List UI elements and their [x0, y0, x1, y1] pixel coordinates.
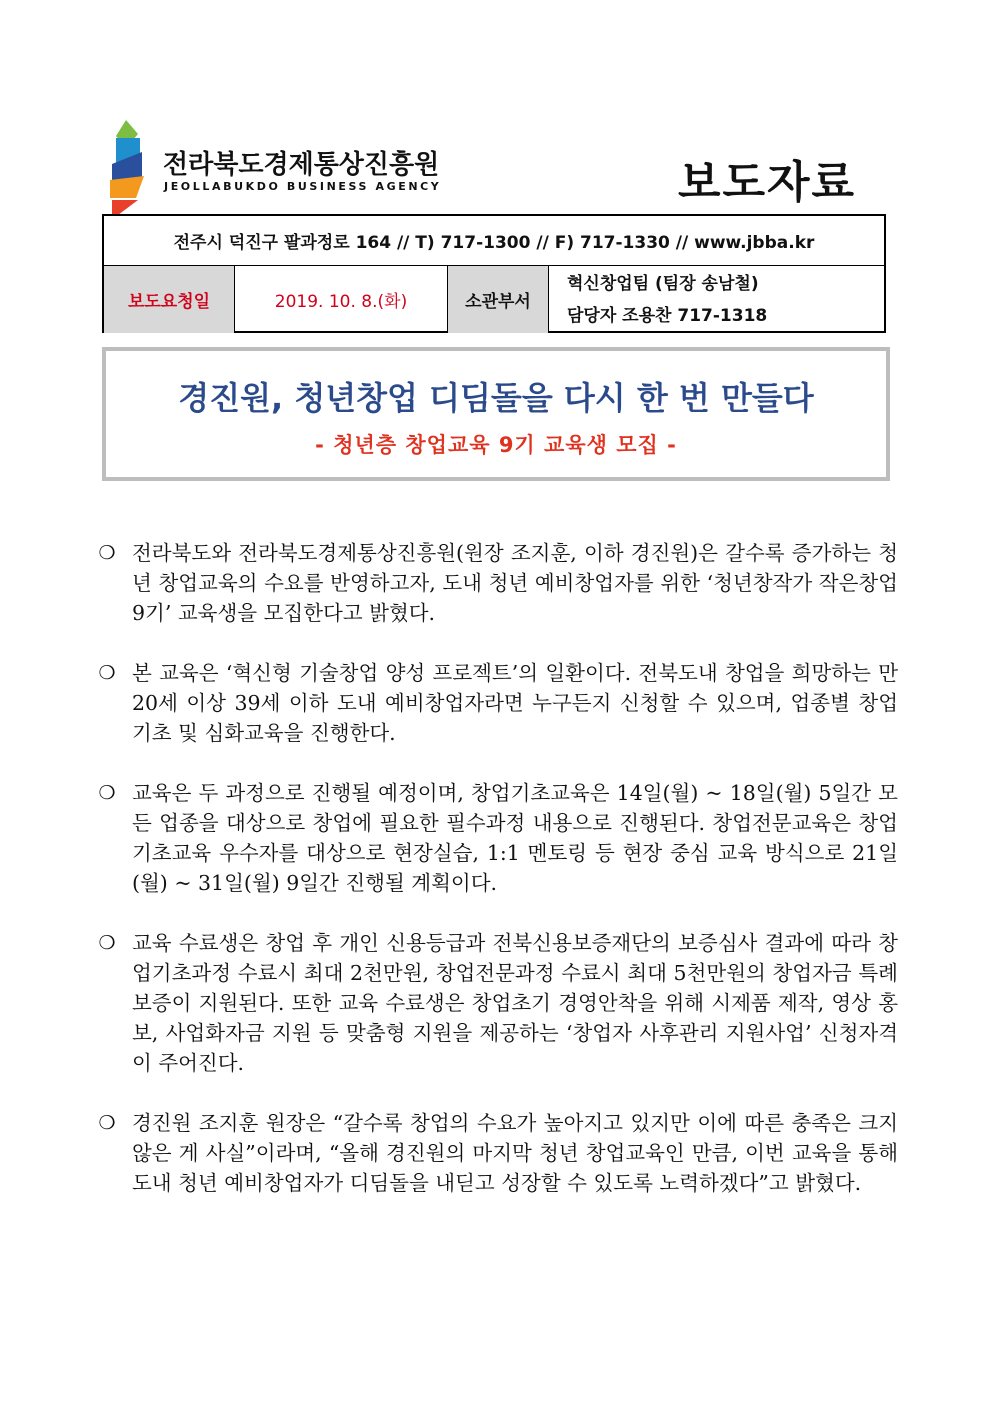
headline-subtitle: - 청년층 창업교육 9기 교육생 모집 - — [315, 433, 677, 457]
headline-box — [102, 347, 890, 481]
org-name-en: JEOLLABUKDO BUSINESS AGENCY — [164, 180, 442, 193]
paragraph — [96, 1108, 898, 1198]
paragraph-text: 전라북도와 전라북도경제통상진흥원(원장 조지훈, 이하 경진원)은 갈수록 증가하는 청년 창업교육의 수요를 반영하고자, 도내 청년 예비창업자를 위한 ‘청년창작가 작은창업 9기’ 교육생을 모집한다고 밝혔다. — [132, 541, 898, 625]
paragraph — [96, 538, 898, 628]
paragraph — [96, 928, 898, 1078]
request-date-label: 보도요청일 — [104, 266, 235, 333]
circle-bullet-icon: ❍ — [98, 782, 116, 804]
headline-title: 경진원, 청년창업 디딤돌을 다시 한 번 만들다 — [178, 379, 814, 417]
dept-contact: 담당자 조용찬 717-1318 — [567, 305, 768, 326]
dept-info — [549, 266, 886, 333]
request-date: 2019. 10. 8.(화) — [235, 266, 448, 333]
paragraph — [96, 658, 898, 748]
circle-bullet-icon: ❍ — [98, 662, 116, 684]
circle-bullet-icon: ❍ — [98, 932, 116, 954]
paragraph-text: 교육은 두 과정으로 진행될 예정이며, 창업기초교육은 14일(월) ~ 18일(월) 5일간 모든 업종을 대상으로 창업에 필요한 필수과정 내용으로 진행된다. 창업전문교육은 창업기초교육 우수자를 대상으로 현장실습, 1:1 멘토링 등 현장 중심 교육 방식으로 21일(월) ~ 31일(월) 9일간 진행될 계획이다. — [132, 781, 898, 895]
paragraph-text: 교육 수료생은 창업 후 개인 신용등급과 전북신용보증재단의 보증심사 결과에 따라 창업기초과정 수료시 최대 2천만원, 창업전문과정 수료시 최대 5천만원의 창업자금 특례보증이 지원된다. 또한 교육 수료생은 창업초기 경영안착을 위해 시제품 제작, 영상 홍보, 사업화자금 지원 등 맞춤형 지원을 제공하는 ‘창업자 사후관리 지원사업’ 신청자격이 주어진다. — [132, 931, 898, 1075]
circle-bullet-icon: ❍ — [98, 1112, 116, 1134]
address-line: 전주시 덕진구 팔과정로 164 // T) 717-1300 // F) 717-1330 // www.jbba.kr — [104, 216, 884, 266]
dept-team: 혁신창업팀 (팀장 송남철) — [567, 273, 759, 294]
info-table — [102, 214, 886, 333]
org-name: 전라북도경제통상진흥원 — [163, 150, 440, 180]
logo-mark-icon — [108, 120, 158, 215]
doc-type-title: 보도자료 — [678, 157, 857, 208]
paragraph-text: 본 교육은 ‘혁신형 기술창업 양성 프로젝트’의 일환이다. 전북도내 창업을 희망하는 만 20세 이상 39세 이하 도내 예비창업자라면 누구든지 신청할 수 있으며, 업종별 창업 기초 및 심화교육을 진행한다. — [132, 661, 898, 745]
dept-label: 소관부서 — [448, 266, 549, 333]
circle-bullet-icon: ❍ — [98, 542, 116, 564]
article-body — [96, 538, 898, 1228]
org-logo — [108, 120, 442, 215]
paragraph — [96, 778, 898, 898]
paragraph-text: 경진원 조지훈 원장은 “갈수록 창업의 수요가 높아지고 있지만 이에 따른 충족은 크지 않은 게 사실”이라며, “올해 경진원의 마지막 청년 창업교육인 만큼, 이번 교육을 통해 도내 청년 예비창업자가 디딤돌을 내딛고 성장할 수 있도록 노력하겠다”고 밝혔다. — [132, 1111, 898, 1195]
